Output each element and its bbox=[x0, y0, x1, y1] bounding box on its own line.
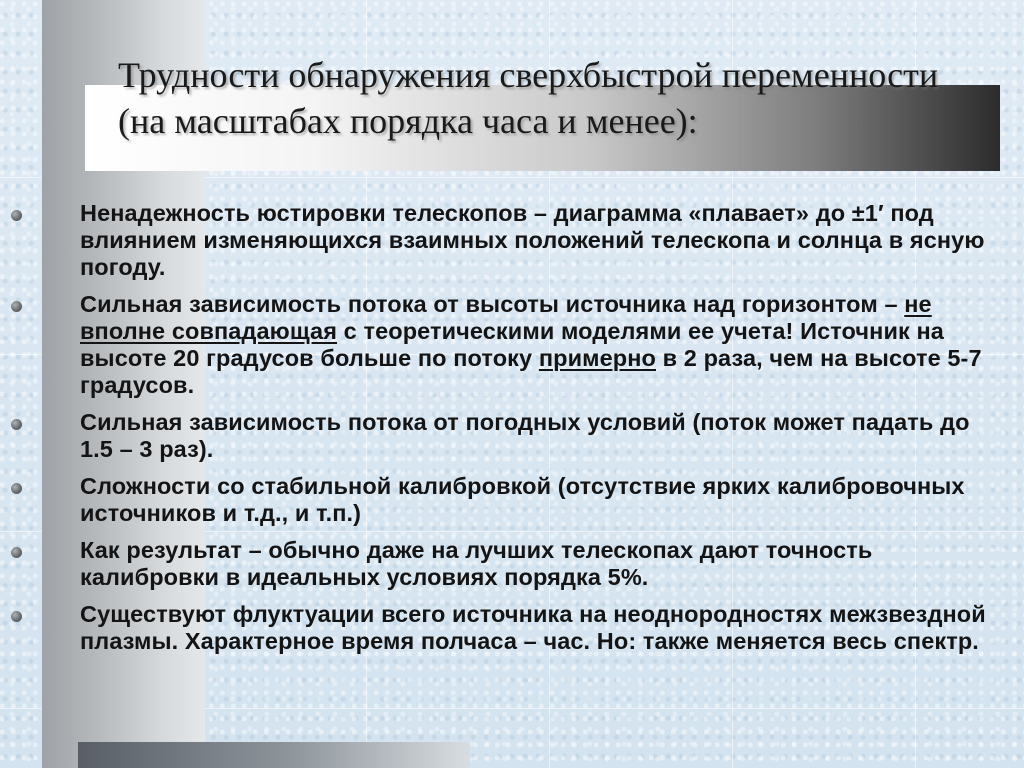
text-segment: в 2 раза, чем на высоте 5-7 градусов. bbox=[80, 345, 982, 398]
bullet-text bbox=[80, 601, 1004, 655]
underlined-text: примерно bbox=[538, 345, 656, 371]
bullet-text bbox=[80, 200, 1004, 281]
text-segment: Сильная зависимость потока от высоты источника над горизонтом – bbox=[80, 291, 905, 317]
bullet-item bbox=[0, 200, 1024, 281]
bullet-text bbox=[80, 291, 1004, 399]
bullet-dot-icon bbox=[11, 419, 22, 430]
bullet-item bbox=[0, 601, 1024, 655]
bullet-text bbox=[80, 473, 1004, 527]
bullet-item bbox=[0, 409, 1024, 463]
bullet-text bbox=[80, 537, 1004, 591]
bullet-dot-icon bbox=[11, 210, 22, 221]
bullet-dot-icon bbox=[11, 611, 22, 622]
bullet-dot-icon bbox=[11, 483, 22, 494]
text-segment: Как результат – обычно даже на лучших телескопах дают точность калибровки в идеальных условиях порядка 5%. bbox=[80, 537, 873, 590]
underlined-text: не вполне совпадающая bbox=[80, 291, 932, 344]
text-segment: Существуют флуктуации всего источника на неоднородностях межзвездной плазмы. Характерное время полчаса – час. Но: также меняется весь спектр. bbox=[80, 601, 986, 654]
bottom-gradient-bar bbox=[78, 742, 470, 768]
slide-title: Трудности обнаружения сверхбыстрой переменности (на масштабах порядка часа и менее): bbox=[118, 55, 939, 141]
text-segment: с теоретическими моделями ее учета! Источник на высоте 20 градусов больше по потоку bbox=[80, 318, 944, 371]
text-segment: Сложности со стабильной калибровкой (отсутствие ярких калибровочных источников и т.д., и т.п.) bbox=[80, 473, 965, 526]
bullet-dot-icon bbox=[11, 301, 22, 312]
bullet-item bbox=[0, 473, 1024, 527]
bullet-text bbox=[80, 409, 1004, 463]
text-segment: Сильная зависимость потока от погодных условий (поток может падать до 1.5 – 3 раз). bbox=[80, 409, 970, 462]
bullet-dot-icon bbox=[11, 547, 22, 558]
bullet-item bbox=[0, 291, 1024, 399]
text-segment: Ненадежность юстировки телескопов – диаграмма «плавает» до ±1′ под влиянием изменяющихся взаимных положений телескопа и солнца в ясную погоду. bbox=[80, 200, 985, 280]
bullet-list bbox=[0, 200, 1024, 665]
bullet-item bbox=[0, 537, 1024, 591]
